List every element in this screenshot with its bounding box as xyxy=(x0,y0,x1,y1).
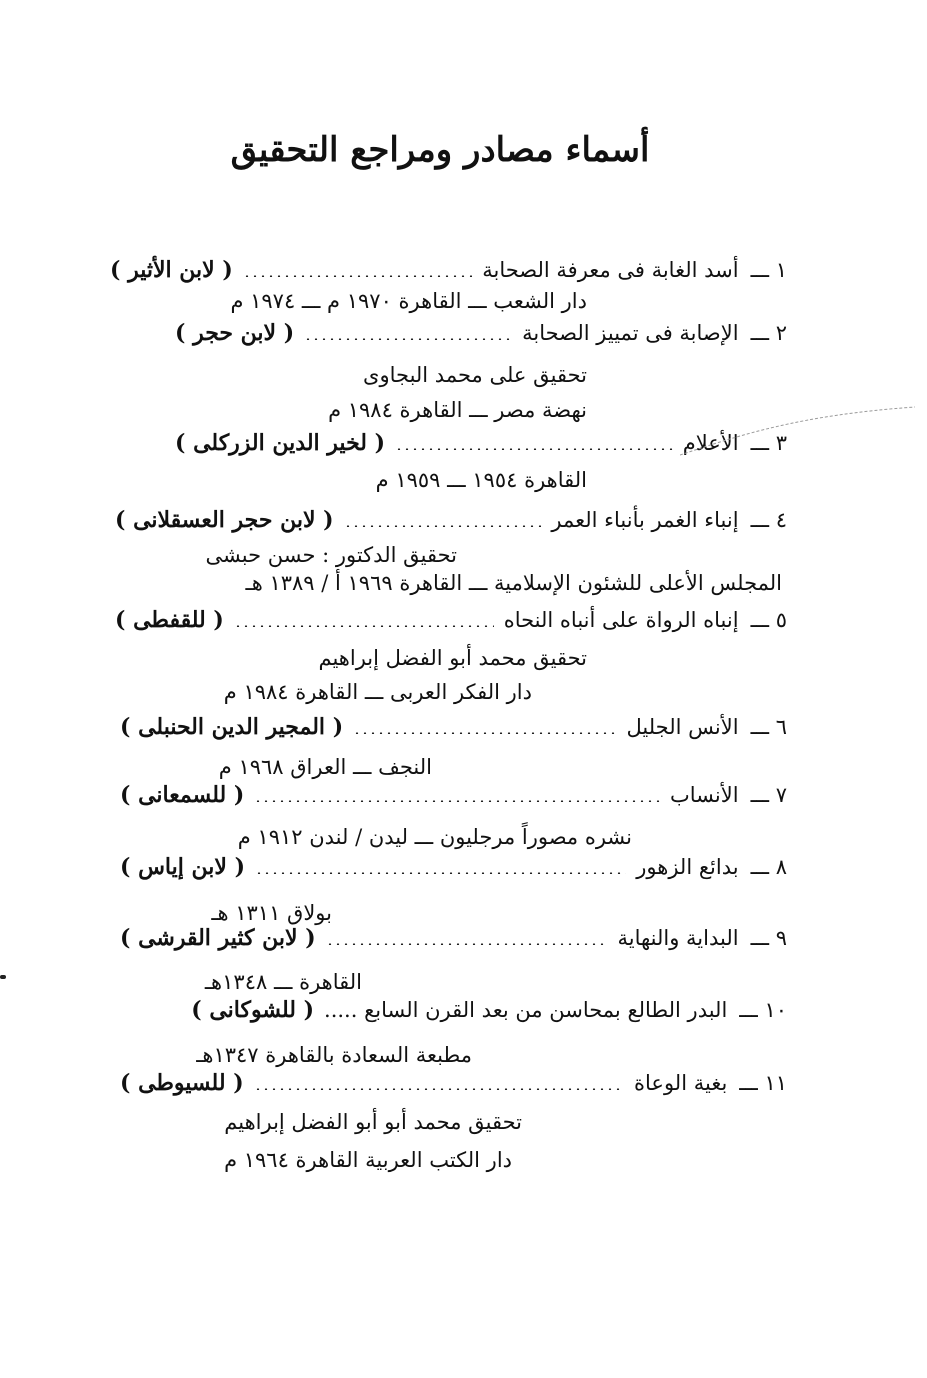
paper-fold-mark xyxy=(680,395,920,465)
entry-2 xyxy=(175,318,787,348)
entry-note: نشره مصوراً مرجليون ـــ ليدن / لندن ١٩١٢ م xyxy=(237,825,632,849)
entry-title: أسد الغابة فى معرفة الصحابة xyxy=(482,258,739,282)
entry-number: ٦ ـــ xyxy=(750,715,787,739)
entry-title: الأعلام xyxy=(682,431,739,455)
entry-note: تحقيق محمد أبو أبو الفضل إبراهيم xyxy=(224,1110,522,1134)
entry-note: دار الشعب ـــ القاهرة ١٩٧٠ م ـــ ١٩٧٤ م xyxy=(230,289,587,313)
leader-dots xyxy=(353,732,616,734)
entry-author: ( للسمعانى ) xyxy=(120,782,245,808)
leader-dots xyxy=(304,338,512,340)
entry-author: ( للشوكانى ) xyxy=(191,997,315,1023)
leader-dots xyxy=(344,525,542,527)
entry-number: ١١ ـــ xyxy=(739,1071,787,1095)
entry-title: الأنس الجليل xyxy=(626,715,739,739)
entry-note: تحقيق محمد أبو الفضل إبراهيم xyxy=(318,646,587,670)
entry-note: تحقيق على محمد البجاوى xyxy=(363,363,587,387)
entry-title: بدائع الزهور xyxy=(636,855,739,879)
entry-number: ٣ ـــ xyxy=(750,431,787,455)
leader-dots xyxy=(255,872,626,874)
entry-author: ( لابن إياس ) xyxy=(120,854,246,880)
entry-author: ( لابن كثير القرشى ) xyxy=(120,925,316,951)
entry-1 xyxy=(110,255,787,285)
entry-number: ١٠ ـــ xyxy=(739,998,787,1022)
leader-dots xyxy=(234,625,494,627)
entry-number: ١ ـــ xyxy=(750,258,787,282)
entry-number: ٩ ـــ xyxy=(750,926,787,950)
entry-note: مطبعة السعادة بالقاهرة ١٣٤٧هـ xyxy=(196,1043,472,1067)
entry-6 xyxy=(120,712,787,742)
entry-note: تحقيق الدكتور : حسن حبشى xyxy=(205,543,457,567)
entry-note: القاهرة ـــ ١٣٤٨هـ xyxy=(204,970,362,994)
leader-dots xyxy=(395,448,673,450)
entry-note: دار الفكر العربى ـــ القاهرة ١٩٨٤ م xyxy=(223,680,532,704)
page-title: أسماء مصادر ومراجع التحقيق xyxy=(230,130,650,170)
entry-number: ٢ ـــ xyxy=(750,321,787,345)
entry-note: النجف ـــ العراق ١٩٦٨ م xyxy=(218,755,432,779)
entry-4 xyxy=(115,505,787,535)
entry-11 xyxy=(120,1068,787,1098)
entry-note: بولاق ١٣١١ هـ xyxy=(211,901,332,925)
entry-title: الإصابة فى تمييز الصحابة xyxy=(522,321,739,345)
entry-author: ( المجير الدين الحنبلى ) xyxy=(120,714,344,740)
entry-title: بغية الوعاة xyxy=(634,1071,728,1095)
entry-number: ٤ ـــ xyxy=(750,508,787,532)
entry-7 xyxy=(120,780,787,810)
entry-10 xyxy=(120,995,787,1025)
entry-note: نهضة مصر ـــ القاهرة ١٩٨٤ م xyxy=(328,398,587,422)
entry-author: ( للقفطى ) xyxy=(115,607,224,633)
entry-9 xyxy=(120,923,787,953)
entry-5 xyxy=(115,605,787,635)
entry-author: ( لخير الدين الزركلى ) xyxy=(175,430,386,456)
entry-author: ( لابن حجر ) xyxy=(175,320,295,346)
leader-dots xyxy=(254,1088,624,1090)
entry-number: ٧ ـــ xyxy=(750,783,787,807)
scan-speck xyxy=(0,975,6,979)
entry-title: الأنساب xyxy=(670,783,739,807)
leader-dots xyxy=(254,800,660,802)
leader-dots xyxy=(243,275,472,277)
entry-title: البداية والنهاية xyxy=(617,926,739,950)
entry-author: ( لابن حجر العسقلانى ) xyxy=(115,507,334,533)
entry-note: القاهرة ١٩٥٤ ـــ ١٩٥٩ م xyxy=(375,468,587,492)
entry-note: المجلس الأعلى للشئون الإسلامية ـــ القاهرة ١٩٦٩ أ / ١٣٨٩ هـ xyxy=(245,571,782,595)
entry-number: ٥ ـــ xyxy=(750,608,787,632)
entry-author: ( للسيوطى ) xyxy=(120,1070,244,1096)
entry-title: البدر الطالع بمحاسن من بعد القرن السابع ..... xyxy=(324,998,728,1022)
entry-number: ٨ ـــ xyxy=(750,855,787,879)
entry-title: إنباه الرواة على أنباه النحاه xyxy=(503,608,739,632)
entry-title: إنباء الغمر بأنباء العمر xyxy=(551,508,739,532)
entry-author: ( لابن الأثير ) xyxy=(110,257,233,283)
entry-note: دار الكتب العربية القاهرة ١٩٦٤ م xyxy=(224,1148,512,1172)
leader-dots xyxy=(326,943,608,945)
entry-8 xyxy=(120,852,787,882)
